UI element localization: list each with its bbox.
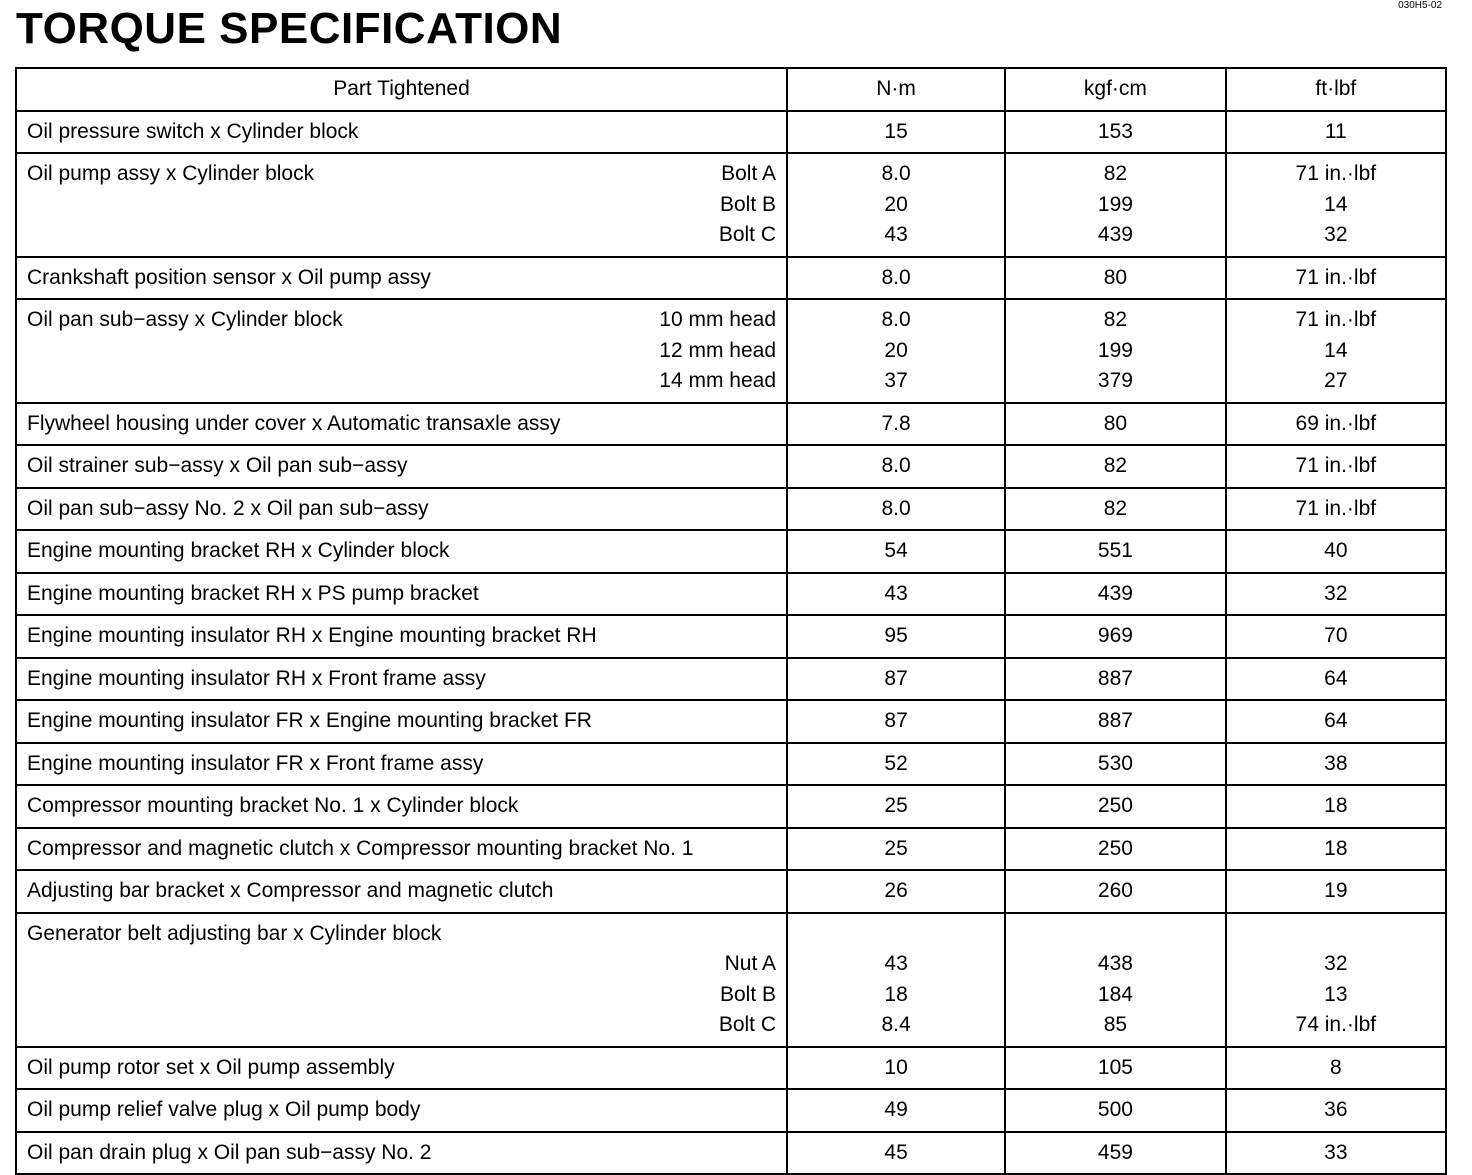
nm-value: 43 (884, 952, 908, 975)
table-row (16, 530, 1446, 573)
kgfcm-cell (1005, 1047, 1225, 1090)
part-name: Adjusting bar bracket x Compressor and magnetic clutch (27, 879, 554, 902)
kgfcm-cell (1005, 785, 1225, 828)
part-cell (16, 573, 787, 616)
part-cell (16, 615, 787, 658)
header-part-tightened: Part Tightened (16, 68, 787, 111)
ftlbf-value: 19 (1324, 879, 1348, 902)
nm-value: 87 (884, 709, 908, 732)
ftlbf-cell (1226, 870, 1446, 913)
table-row (16, 403, 1446, 446)
nm-cell (787, 828, 1005, 871)
part-cell (16, 257, 787, 300)
ftlbf-cell (1226, 785, 1446, 828)
table-row (16, 445, 1446, 488)
header-ftlbf: ft·lbf (1226, 68, 1446, 111)
part-line (27, 159, 776, 190)
nm-value: 45 (884, 1140, 908, 1164)
kgfcm-cell (1005, 700, 1225, 743)
ftlbf-cell (1226, 1047, 1446, 1090)
part-name: Crankshaft position sensor x Oil pump assy (27, 265, 431, 289)
ftlbf-value: 18 (1324, 794, 1348, 817)
nm-cell (787, 1089, 1005, 1132)
nm-value: 8.0 (881, 308, 911, 331)
nm-cell (787, 743, 1005, 786)
kgfcm-cell (1005, 743, 1225, 786)
part-cell (16, 530, 787, 573)
header-nm: N·m (787, 68, 1005, 111)
ftlbf-value: 71 in.·lbf (1295, 496, 1377, 520)
ftlbf-value: 71 in.·lbf (1295, 454, 1377, 477)
kgfcm-cell (1005, 1089, 1225, 1132)
spacer (798, 919, 994, 950)
nm-value: 43 (884, 223, 908, 246)
ftlbf-cell (1226, 111, 1446, 154)
ftlbf-value: 71 in.·lbf (1295, 162, 1377, 185)
table-row (16, 1089, 1446, 1132)
kgfcm-value: 199 (1097, 192, 1133, 216)
ftlbf-value: 70 (1324, 624, 1348, 647)
fastener-label: Bolt C (718, 223, 776, 246)
ftlbf-value: 40 (1324, 539, 1348, 562)
fastener-label: Bolt B (719, 192, 776, 216)
part-cell (16, 1047, 787, 1090)
table-row (16, 913, 1446, 1047)
torque-table (15, 67, 1447, 1175)
ftlbf-value: 69 in.·lbf (1295, 411, 1377, 435)
table-row (16, 1047, 1446, 1090)
nm-value: 37 (884, 369, 908, 392)
part-name: Engine mounting insulator RH x Engine mounting bracket RH (27, 624, 597, 647)
part-name: Engine mounting bracket RH x Cylinder block (27, 539, 450, 562)
kgfcm-cell (1005, 111, 1225, 154)
nm-value: 25 (884, 794, 908, 817)
kgfcm-cell (1005, 1132, 1225, 1175)
fastener-label: Bolt C (718, 1013, 776, 1036)
table-row (16, 299, 1446, 403)
ftlbf-value: 14 (1324, 192, 1348, 216)
ftlbf-value: 11 (1324, 119, 1347, 143)
ftlbf-value: 32 (1324, 952, 1348, 975)
kgfcm-value: 379 (1097, 369, 1133, 392)
ftlbf-cell (1226, 445, 1446, 488)
kgfcm-value: 184 (1097, 982, 1133, 1006)
ftlbf-cell (1226, 573, 1446, 616)
kgfcm-value: 153 (1097, 119, 1133, 143)
kgfcm-value: 80 (1103, 411, 1128, 435)
part-line (27, 949, 776, 980)
kgfcm-cell (1005, 445, 1225, 488)
kgfcm-value: 530 (1097, 751, 1133, 775)
kgfcm-value: 439 (1097, 223, 1133, 246)
table-row (16, 743, 1446, 786)
kgfcm-value: 82 (1103, 308, 1128, 331)
nm-cell (787, 1132, 1005, 1175)
table-row (16, 488, 1446, 531)
fastener-label: Bolt A (721, 162, 776, 185)
part-line (27, 366, 776, 397)
nm-cell (787, 1047, 1005, 1090)
ftlbf-cell (1226, 153, 1446, 257)
part-cell (16, 1089, 787, 1132)
nm-cell (787, 445, 1005, 488)
kgfcm-cell (1005, 299, 1225, 403)
ftlbf-value: 64 (1324, 666, 1348, 690)
nm-cell (787, 573, 1005, 616)
kgfcm-value: 105 (1097, 1055, 1133, 1079)
nm-cell (787, 153, 1005, 257)
kgfcm-cell (1005, 828, 1225, 871)
part-cell (16, 445, 787, 488)
ftlbf-cell (1226, 700, 1446, 743)
part-line (27, 919, 776, 950)
part-name: Engine mounting bracket RH x PS pump bracket (27, 581, 479, 605)
ftlbf-value: 64 (1324, 709, 1348, 732)
ftlbf-cell (1226, 1132, 1446, 1175)
nm-value: 15 (884, 119, 908, 143)
part-cell (16, 870, 787, 913)
part-cell (16, 1132, 787, 1175)
kgfcm-value: 199 (1097, 338, 1133, 362)
part-line (27, 336, 776, 367)
part-line (27, 1010, 776, 1041)
part-cell (16, 913, 787, 1047)
part-cell (16, 785, 787, 828)
part-name: Engine mounting insulator FR x Engine mounting bracket FR (27, 709, 592, 732)
kgfcm-value: 85 (1103, 1013, 1128, 1036)
kgfcm-value: 459 (1097, 1140, 1133, 1164)
part-cell (16, 403, 787, 446)
nm-cell (787, 299, 1005, 403)
kgfcm-value: 82 (1103, 496, 1128, 520)
nm-value: 26 (884, 879, 908, 902)
nm-value: 43 (884, 581, 908, 605)
ftlbf-cell (1226, 403, 1446, 446)
kgfcm-value: 82 (1103, 454, 1128, 477)
nm-value: 18 (884, 982, 908, 1006)
fastener-label: 14 mm head (659, 369, 776, 392)
kgfcm-value: 438 (1097, 952, 1133, 975)
kgfcm-value: 250 (1097, 836, 1133, 860)
kgfcm-value: 887 (1097, 709, 1133, 732)
part-name: Compressor mounting bracket No. 1 x Cylinder block (27, 794, 519, 817)
part-name: Oil pump rotor set x Oil pump assembly (27, 1055, 395, 1079)
nm-value: 10 (884, 1055, 908, 1079)
ftlbf-value: 32 (1324, 223, 1348, 246)
part-name: Oil pressure switch x Cylinder block (27, 119, 359, 143)
part-name: Flywheel housing under cover x Automatic transaxle assy (27, 411, 561, 435)
kgfcm-cell (1005, 257, 1225, 300)
part-cell (16, 299, 787, 403)
nm-value: 8.4 (881, 1013, 911, 1036)
part-name: Compressor and magnetic clutch x Compressor mounting bracket No. 1 (27, 836, 694, 860)
ftlbf-value: 13 (1324, 982, 1348, 1006)
table-row (16, 1132, 1446, 1175)
ftlbf-value: 27 (1324, 369, 1348, 392)
part-name: Oil pump relief valve plug x Oil pump body (27, 1098, 421, 1121)
fastener-label: 12 mm head (659, 338, 776, 362)
nm-value: 54 (884, 539, 908, 562)
part-name: Oil strainer sub−assy x Oil pan sub−assy (27, 454, 408, 477)
part-name: Oil pump assy x Cylinder block (27, 162, 315, 185)
table-row (16, 785, 1446, 828)
table-row (16, 700, 1446, 743)
table-row (16, 153, 1446, 257)
nm-cell (787, 530, 1005, 573)
part-cell (16, 828, 787, 871)
nm-value: 7.8 (881, 411, 911, 435)
table-row (16, 111, 1446, 154)
table-row (16, 615, 1446, 658)
kgfcm-value: 551 (1097, 539, 1133, 562)
nm-value: 49 (884, 1098, 908, 1121)
ftlbf-value: 71 in.·lbf (1295, 265, 1377, 289)
ftlbf-value: 38 (1324, 751, 1348, 775)
nm-cell (787, 785, 1005, 828)
ftlbf-value: 32 (1324, 581, 1348, 605)
part-cell (16, 153, 787, 257)
nm-cell (787, 488, 1005, 531)
table-row (16, 828, 1446, 871)
fastener-label: 10 mm head (659, 308, 776, 331)
nm-value: 8.0 (881, 496, 911, 520)
header-kgfcm: kgf·cm (1005, 68, 1225, 111)
kgfcm-cell (1005, 403, 1225, 446)
kgfcm-cell (1005, 573, 1225, 616)
nm-cell (787, 658, 1005, 701)
kgfcm-cell (1005, 488, 1225, 531)
nm-cell (787, 257, 1005, 300)
fastener-label: Bolt B (719, 982, 776, 1006)
ftlbf-value: 33 (1324, 1140, 1348, 1164)
part-name: Generator belt adjusting bar x Cylinder block (27, 921, 442, 945)
nm-value: 20 (884, 192, 908, 216)
nm-value: 8.0 (881, 454, 911, 477)
kgfcm-value: 500 (1097, 1098, 1133, 1121)
ftlbf-cell (1226, 488, 1446, 531)
part-cell (16, 658, 787, 701)
part-line (27, 305, 776, 336)
part-cell (16, 111, 787, 154)
ftlbf-cell (1226, 257, 1446, 300)
nm-cell (787, 700, 1005, 743)
nm-value: 52 (884, 751, 908, 775)
kgfcm-cell (1005, 153, 1225, 257)
part-line (27, 220, 776, 251)
ftlbf-cell (1226, 530, 1446, 573)
ftlbf-cell (1226, 743, 1446, 786)
nm-cell (787, 870, 1005, 913)
part-line (27, 980, 776, 1011)
table-row (16, 870, 1446, 913)
nm-value: 95 (884, 624, 908, 647)
ftlbf-cell (1226, 913, 1446, 1047)
fastener-label: Nut A (724, 952, 776, 975)
nm-cell (787, 403, 1005, 446)
ftlbf-cell (1226, 828, 1446, 871)
page-title: TORQUE SPECIFICATION (16, 4, 563, 53)
kgfcm-value: 260 (1097, 879, 1133, 902)
table-row (16, 658, 1446, 701)
nm-cell (787, 615, 1005, 658)
ftlbf-cell (1226, 299, 1446, 403)
ftlbf-value: 18 (1324, 836, 1348, 860)
part-name: Engine mounting insulator FR x Front frame assy (27, 751, 484, 775)
kgfcm-value: 887 (1097, 666, 1133, 690)
part-cell (16, 743, 787, 786)
kgfcm-cell (1005, 870, 1225, 913)
ftlbf-cell (1226, 658, 1446, 701)
ftlbf-value: 14 (1324, 338, 1348, 362)
part-cell (16, 488, 787, 531)
kgfcm-cell (1005, 658, 1225, 701)
spacer (1016, 919, 1214, 950)
nm-value: 25 (884, 836, 908, 860)
kgfcm-value: 80 (1103, 265, 1128, 289)
part-line (27, 190, 776, 221)
kgfcm-cell (1005, 615, 1225, 658)
kgfcm-value: 82 (1103, 162, 1128, 185)
kgfcm-cell (1005, 530, 1225, 573)
part-name: Engine mounting insulator RH x Front frame assy (27, 666, 486, 690)
part-name: Oil pan sub−assy x Cylinder block (27, 308, 343, 331)
kgfcm-value: 439 (1097, 581, 1133, 605)
table-body (16, 111, 1446, 1175)
ftlbf-value: 36 (1324, 1098, 1348, 1121)
part-cell (16, 700, 787, 743)
ftlbf-cell (1226, 1089, 1446, 1132)
ftlbf-value: 8 (1329, 1055, 1342, 1079)
nm-cell (787, 111, 1005, 154)
table-header-row (16, 68, 1446, 111)
spacer (1237, 919, 1435, 950)
nm-value: 87 (884, 666, 908, 690)
ftlbf-value: 74 in.·lbf (1295, 1013, 1377, 1036)
table-row (16, 257, 1446, 300)
table-row (16, 573, 1446, 616)
kgfcm-value: 969 (1097, 624, 1133, 647)
ftlbf-value: 71 in.·lbf (1295, 308, 1377, 331)
ftlbf-cell (1226, 615, 1446, 658)
nm-value: 8.0 (881, 265, 911, 289)
document-code: 030H5-02 (1398, 0, 1442, 11)
nm-value: 8.0 (881, 162, 911, 185)
nm-cell (787, 913, 1005, 1047)
part-name: Oil pan drain plug x Oil pan sub−assy No. 2 (27, 1140, 432, 1164)
kgfcm-cell (1005, 913, 1225, 1047)
part-name: Oil pan sub−assy No. 2 x Oil pan sub−assy (27, 496, 429, 520)
kgfcm-value: 250 (1097, 794, 1133, 817)
nm-value: 20 (884, 338, 908, 362)
